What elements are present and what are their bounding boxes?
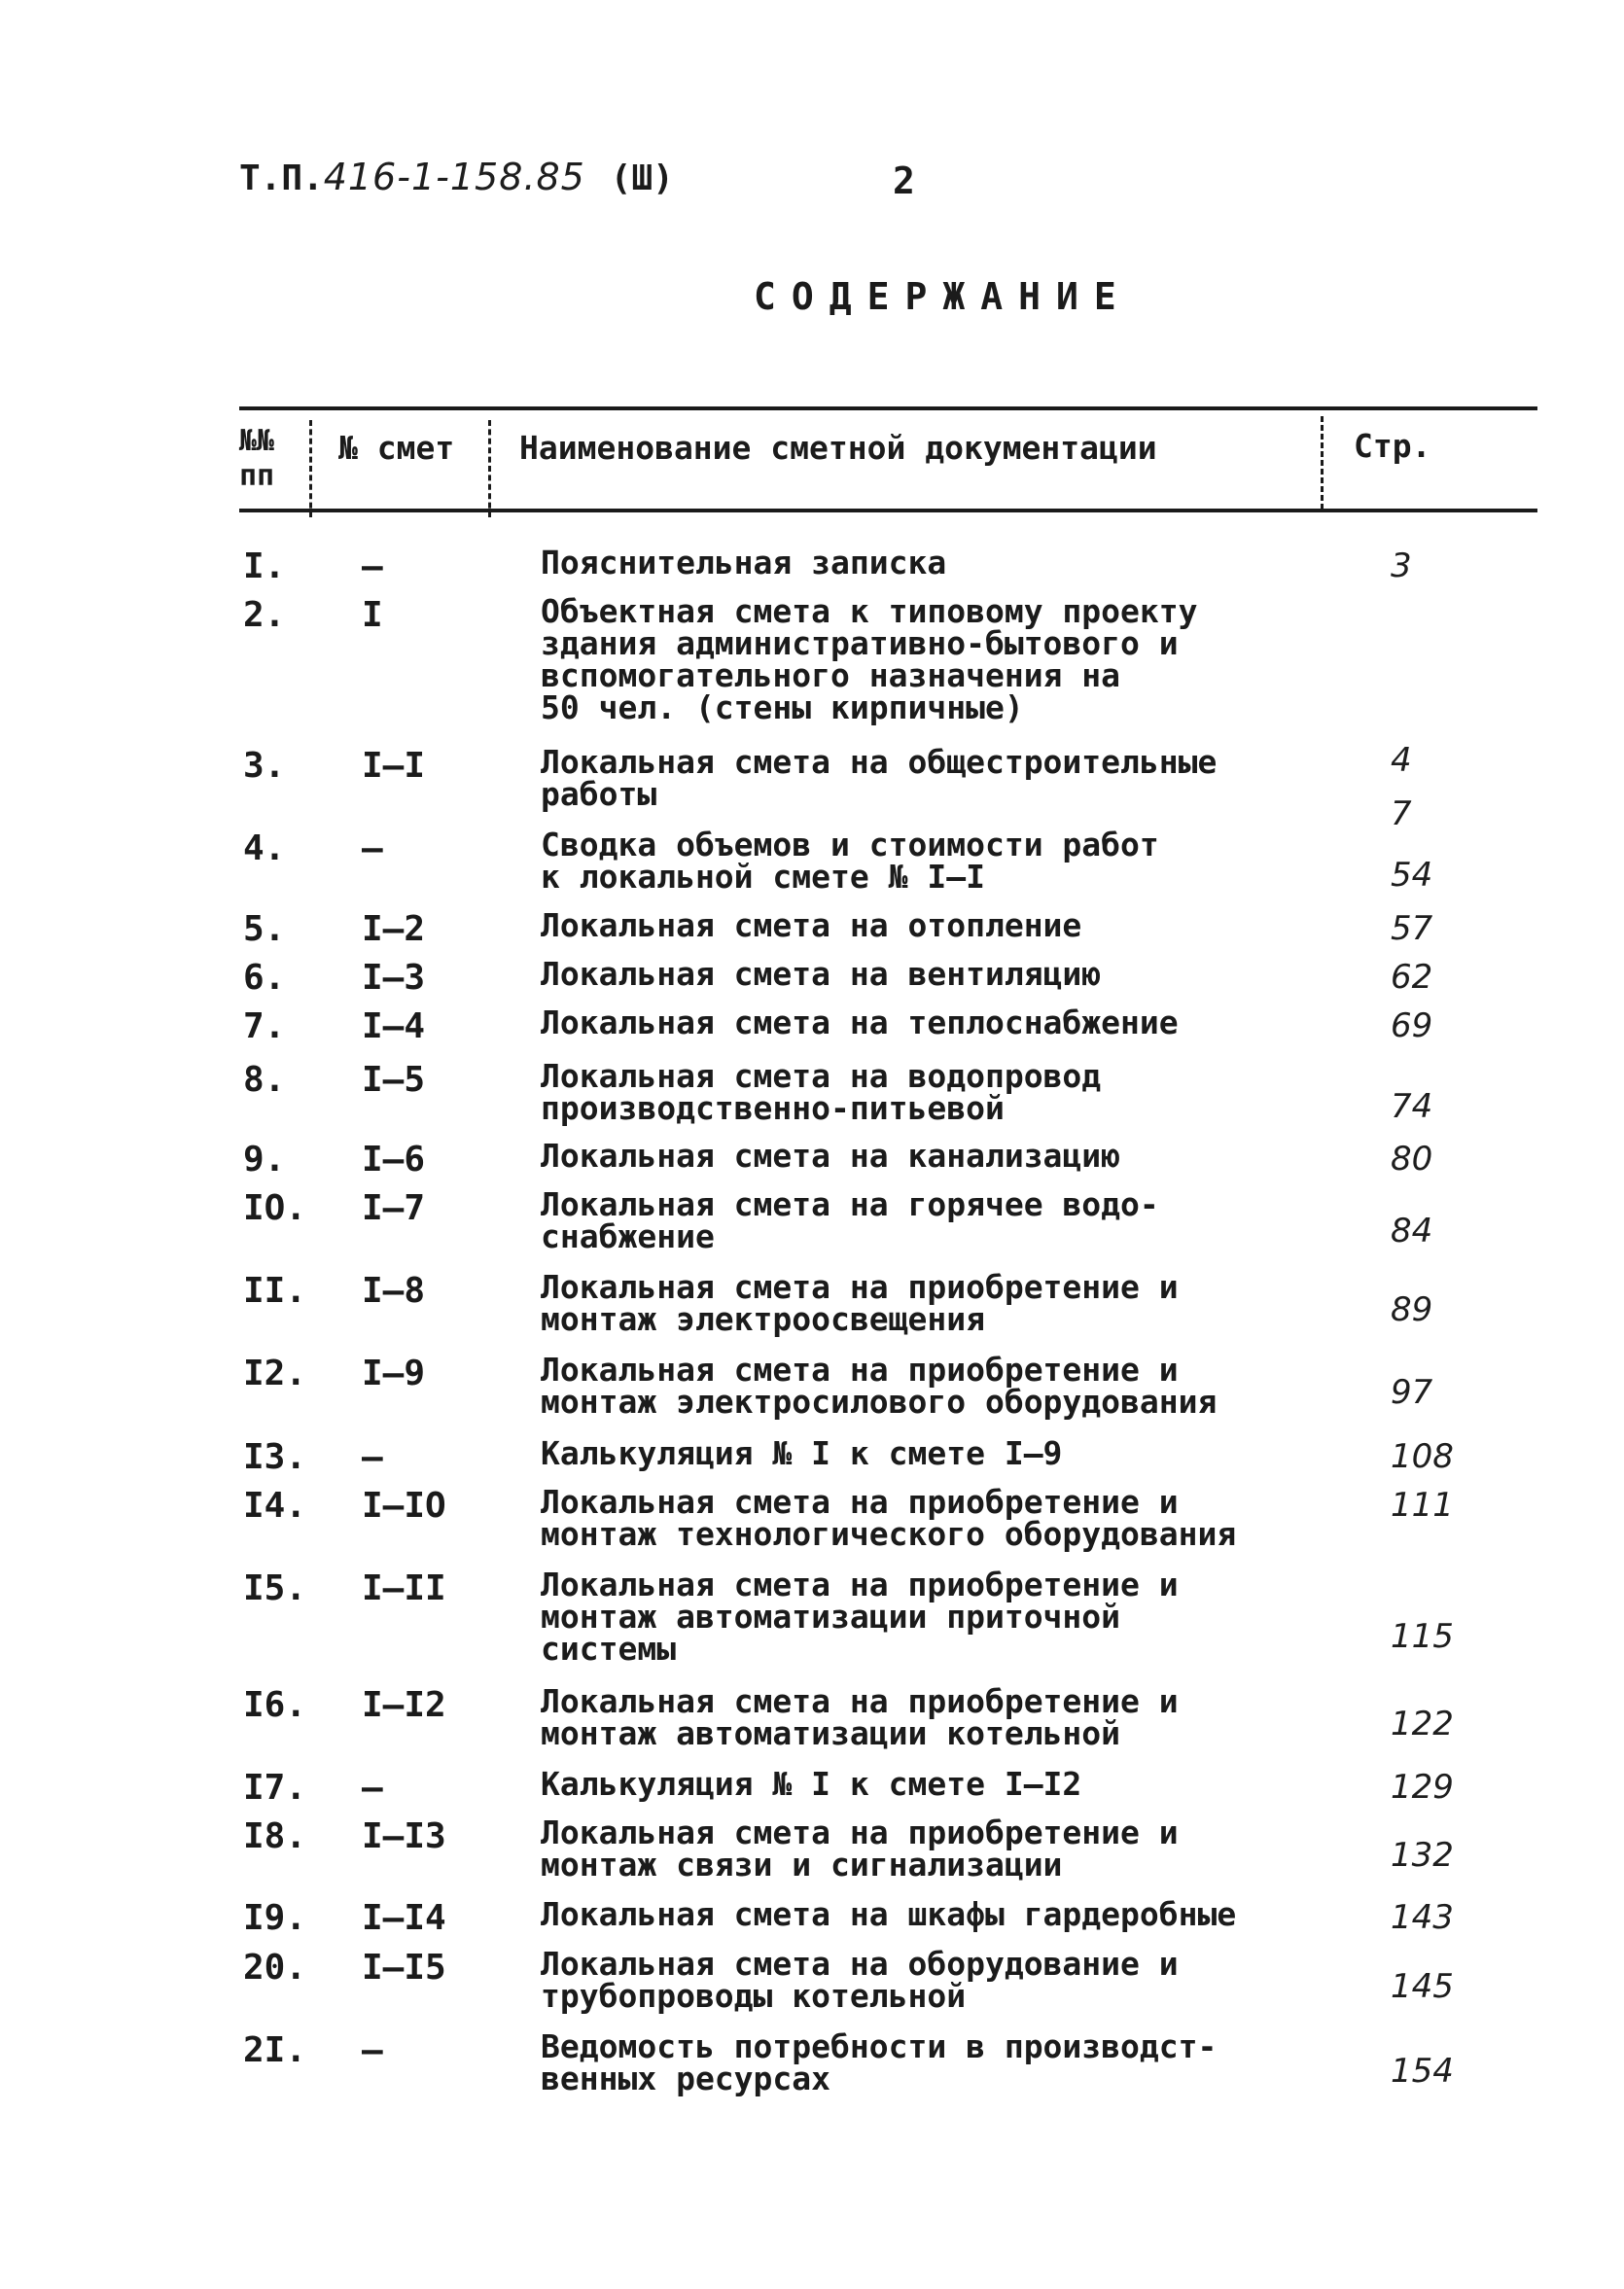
document-name: Локальная смета на канализацию — [541, 1137, 1121, 1175]
estimate-number: I–I — [362, 746, 426, 786]
page-reference: 97 — [1391, 1373, 1433, 1412]
page-reference: 111 — [1391, 1486, 1454, 1525]
row-number: 20. — [243, 1948, 307, 1988]
document-name: Локальная смета на теплоснабжение — [541, 1004, 1179, 1041]
header-page: Стр. — [1354, 427, 1431, 465]
row-number: 2. — [243, 595, 286, 635]
row-number: 3. — [243, 746, 286, 786]
page-reference: 7 — [1391, 794, 1412, 833]
header-smeta: № смет — [338, 429, 455, 467]
document-name: Пояснительная записка — [541, 544, 947, 581]
estimate-number: I–I3 — [362, 1816, 446, 1856]
document-name: Локальная смета на приобретение и монтаж технологического оборудования — [541, 1483, 1237, 1553]
row-number: 2I. — [243, 2030, 307, 2070]
estimate-number: – — [362, 1768, 383, 1808]
row-number: I8. — [243, 1816, 307, 1856]
document-name: Калькуляция № I к смете I–9 — [541, 1434, 1063, 1472]
code-suffix: (Ш) — [610, 158, 674, 198]
page-reference: 143 — [1391, 1898, 1454, 1937]
row-number: I6. — [243, 1685, 307, 1725]
column-separator — [309, 420, 312, 517]
row-number: I9. — [243, 1898, 307, 1938]
page-reference: 115 — [1391, 1617, 1454, 1656]
header-name: Наименование сметной документации — [519, 429, 1157, 467]
page-reference: 74 — [1391, 1087, 1433, 1126]
estimate-number: I–2 — [362, 909, 426, 949]
page-reference: 108 — [1391, 1437, 1454, 1476]
estimate-number: I–7 — [362, 1188, 426, 1228]
table-header-rule — [239, 509, 1537, 512]
column-separator — [488, 420, 491, 517]
row-number: I7. — [243, 1768, 307, 1808]
page-reference: 62 — [1391, 958, 1433, 997]
estimate-number: I–I5 — [362, 1948, 446, 1988]
document-name: Локальная смета на вентиляцию — [541, 955, 1102, 993]
row-number: I4. — [243, 1486, 307, 1526]
estimate-number: I–8 — [362, 1271, 426, 1311]
document-name: Локальная смета на приобретение и монтаж автоматизации котельной — [541, 1682, 1179, 1752]
document-name: Локальная смета на горячее водо- снабжение — [541, 1185, 1159, 1255]
row-number: II. — [243, 1271, 307, 1311]
estimate-number: – — [362, 1437, 383, 1477]
document-name: Локальная смета на отопление — [541, 906, 1082, 944]
estimate-number: – — [362, 2030, 383, 2070]
page-reference: 84 — [1391, 1212, 1433, 1250]
page-reference: 129 — [1391, 1768, 1454, 1807]
page-title: СОДЕРЖАНИЕ — [754, 275, 1132, 318]
column-separator — [1321, 416, 1324, 510]
estimate-number: I–5 — [362, 1060, 426, 1100]
estimate-number: I–6 — [362, 1140, 426, 1180]
estimate-number: I–IO — [362, 1486, 446, 1526]
table-top-rule — [239, 406, 1537, 410]
row-number: 7. — [243, 1006, 286, 1046]
document-name: Локальная смета на приобретение и монтаж электроосвещения — [541, 1268, 1179, 1338]
row-number: I3. — [243, 1437, 307, 1477]
page-reference: 3 — [1391, 546, 1412, 585]
document-name: Локальная смета на приобретение и монтаж связи и сигнализации — [541, 1814, 1179, 1884]
document-name: Ведомость потребности в производст- венных ресурсах — [541, 2027, 1218, 2097]
document-name: Объектная смета к типовому проекту здания административно-бытового и вспомогательного назначения на 50 чел. (стены кирпичные) — [541, 592, 1198, 726]
estimate-number: I — [362, 595, 383, 635]
row-number: I. — [243, 546, 286, 586]
row-number: 9. — [243, 1140, 286, 1180]
page-reference: 89 — [1391, 1290, 1433, 1329]
page-reference: 122 — [1391, 1705, 1454, 1743]
page-reference: 57 — [1391, 909, 1433, 948]
estimate-number: – — [362, 546, 383, 586]
estimate-number: – — [362, 828, 383, 868]
document-code — [239, 156, 674, 214]
row-number: I5. — [243, 1568, 307, 1608]
document-name: Локальная смета на водопровод производственно-питьевой — [541, 1057, 1102, 1127]
estimate-number: I–I4 — [362, 1898, 446, 1938]
row-number: 4. — [243, 828, 286, 868]
row-number: 8. — [243, 1060, 286, 1100]
page-reference: 54 — [1391, 856, 1433, 895]
document-name: Локальная смета на общестроительные работы — [541, 743, 1218, 813]
header-num: №№ пп — [239, 424, 275, 493]
document-name: Локальная смета на приобретение и монтаж автоматизации приточной системы — [541, 1566, 1179, 1668]
row-number: I2. — [243, 1354, 307, 1393]
estimate-number: I–3 — [362, 958, 426, 998]
row-number: 5. — [243, 909, 286, 949]
code-handwritten: 416-1-158.85 — [323, 156, 585, 198]
row-number: IO. — [243, 1188, 307, 1228]
estimate-number: I–II — [362, 1568, 446, 1608]
page-number: 2 — [893, 159, 915, 202]
document-name: Локальная смета на оборудование и трубопроводы котельной — [541, 1945, 1179, 2015]
document-name: Локальная смета на шкафы гардеробные — [541, 1895, 1237, 1933]
estimate-number: I–I2 — [362, 1685, 446, 1725]
row-number: 6. — [243, 958, 286, 998]
page-reference: 145 — [1391, 1967, 1454, 2006]
page-reference: 154 — [1391, 2052, 1454, 2091]
page-reference: 132 — [1391, 1836, 1454, 1875]
document-name: Сводка объемов и стоимости работ к локальной смете № I–I — [541, 826, 1159, 896]
code-prefix: Т.П. — [239, 158, 324, 198]
estimate-number: I–9 — [362, 1354, 426, 1393]
page-reference: 4 — [1391, 741, 1412, 780]
page-reference: 69 — [1391, 1006, 1433, 1045]
estimate-number: I–4 — [362, 1006, 426, 1046]
page-reference: 80 — [1391, 1140, 1433, 1179]
document-name: Локальная смета на приобретение и монтаж электросилового оборудования — [541, 1351, 1218, 1421]
document-name: Калькуляция № I к смете I–I2 — [541, 1765, 1082, 1803]
